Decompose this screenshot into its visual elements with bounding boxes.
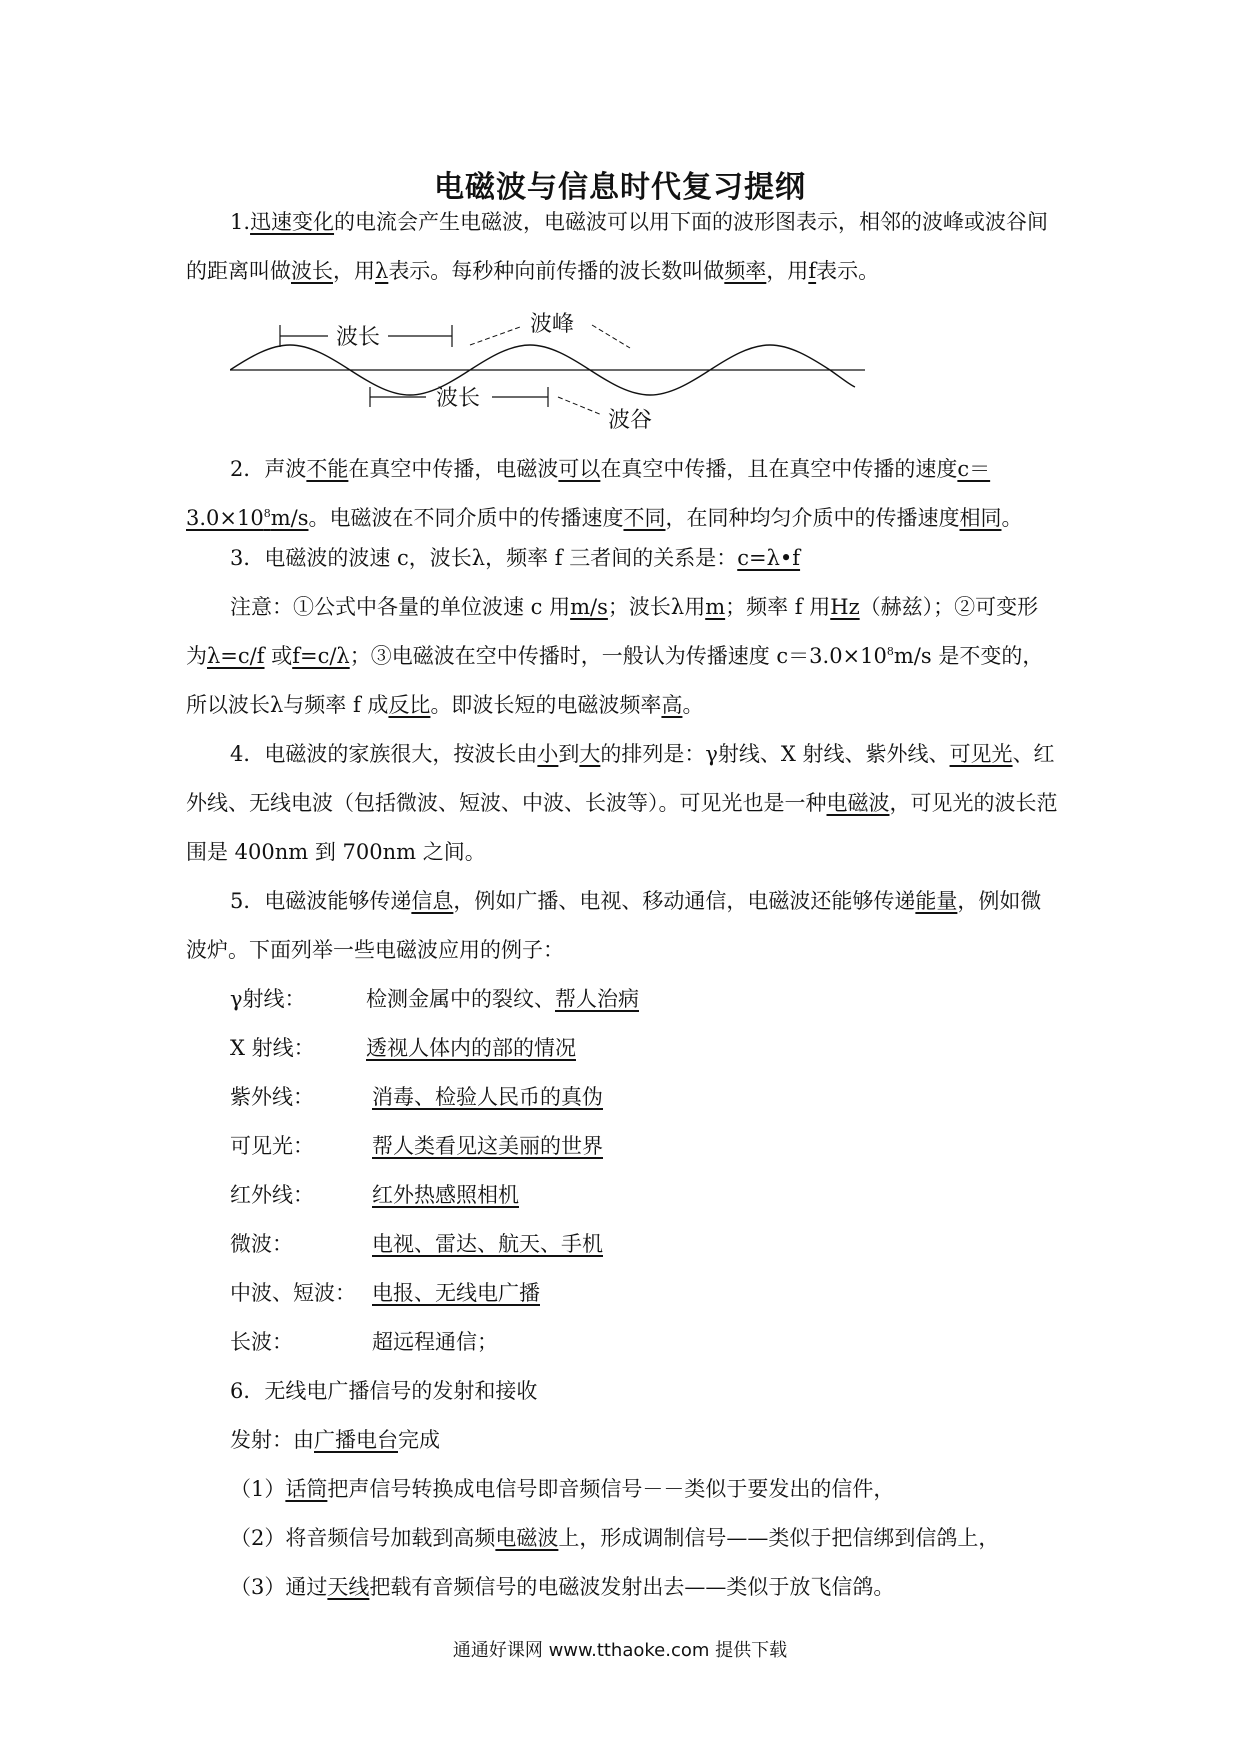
p1-text-5: 表示。 [816, 259, 880, 283]
p1-text-3: 表示。每秒种向前传播的波长数叫做 [388, 259, 725, 283]
wave-diagram [230, 305, 870, 435]
p5-answer-4: 电磁波 [826, 791, 890, 815]
p2-answer-5: 相同 [959, 506, 1002, 530]
step2-text-2: 上，形成调制信号——类似于把信绑到信鸽上， [558, 1526, 1000, 1550]
step1-answer: 话筒 [285, 1477, 328, 1501]
emit-text-1: 发射：由 [230, 1428, 314, 1452]
use-value [372, 1279, 540, 1307]
use-answer: 消毒、检验人民币的真伪 [372, 1085, 603, 1109]
emit-text-2: 完成 [398, 1428, 440, 1452]
p3-text-1: 3．电磁波的波速 c，波长λ，频率 f 三者间的关系是： [230, 546, 738, 570]
label-trough: 波谷 [608, 408, 653, 433]
p4-answer-5: f=c/λ [292, 644, 350, 668]
step1-text: 把声信号转换成电信号即音频信号－－类似于要发出的信件， [327, 1477, 895, 1501]
p4-text-3: ；频率 f 用 [725, 595, 831, 619]
use-value [372, 1328, 498, 1356]
p4-text-4: （赫兹）；②可变形为 [186, 595, 1039, 668]
p4-answer-7: 高 [661, 693, 683, 717]
step3-text-2: 把载有音频信号的电磁波发射出去——类似于放飞信鸽。 [369, 1575, 895, 1599]
use-label: 长波： [230, 1330, 293, 1354]
p4-answer-4: λ=c/f [207, 644, 265, 668]
p1-answer-3: λ [375, 259, 389, 283]
use-label: 中波、短波： [230, 1281, 356, 1305]
use-plain: 超远程通信； [372, 1330, 498, 1354]
p6-answer-2: 能量 [915, 889, 958, 913]
use-answer: 透视人体内的部的情况 [366, 1036, 576, 1060]
p1-text-1: 的电流会产生电磁波，电磁波可以用下面的波形图表示，相邻的波峰或波谷间的距离叫做 [186, 210, 1049, 283]
p5-text-1: 4．电磁波的家族很大，按波长由 [230, 742, 538, 766]
p2-text-5: ，在同种均匀介质中的传播速度 [665, 506, 960, 530]
crest-pointer-right [592, 325, 630, 348]
p5-text-3: 的排列是：γ射线、X 射线、紫外线、 [600, 742, 950, 766]
p4-text-1: 注意：①公式中各量的单位波速 c 用 [230, 595, 571, 619]
use-value [372, 1083, 603, 1111]
page-footer: 通通好课网 www.tthaoke.com 提供下载 [452, 1640, 788, 1661]
p5-answer-1: 小 [537, 742, 559, 766]
use-label: 可见光： [230, 1134, 314, 1158]
use-value [372, 1230, 603, 1258]
paragraph-notes [186, 583, 1058, 730]
paragraph-4 [186, 730, 1058, 877]
paragraph-5 [186, 877, 1058, 975]
p5-text-5: ，可见光的波长范围是 400nm 到 700nm 之间。 [186, 791, 1058, 864]
use-answer: 红外热感照相机 [372, 1183, 519, 1207]
p4-text-5: 或 [264, 644, 293, 668]
p4-text-8: 。即波长短的电磁波频率 [430, 693, 662, 717]
use-label: 红外线： [230, 1183, 314, 1207]
p4-answer-2: m [705, 595, 726, 619]
page-title: 电磁波与信息时代复习提纲 [434, 170, 806, 205]
paragraph-3 [186, 534, 1058, 583]
section-6-heading: 6．无线电广播信号的发射和接收 [230, 1379, 538, 1403]
step2-answer: 电磁波 [495, 1526, 559, 1550]
p1-answer-2: 波长 [291, 259, 333, 283]
p6-answer-1: 信息 [411, 889, 454, 913]
p5-answer-3: 可见光 [949, 742, 1013, 766]
use-label: 紫外线： [230, 1085, 314, 1109]
p1-text-4: ，用 [766, 259, 809, 283]
p4-exponent: 8 [886, 645, 894, 658]
step-1 [230, 1475, 894, 1503]
p2-speed-exponent: 8 [263, 507, 271, 520]
use-label: γ射线： [230, 987, 306, 1011]
emit-answer: 广播电台 [314, 1428, 398, 1452]
p2-speed-value: c＝3.0×10 [186, 457, 991, 530]
p1-answer-4: 频率 [724, 259, 767, 283]
p2-speed-unit: m/s [270, 506, 309, 530]
p1-text-2: ，用 [333, 259, 375, 283]
use-value [366, 985, 639, 1013]
step1-number: （1） [230, 1477, 286, 1501]
use-answer: 电报、无线电广播 [372, 1281, 540, 1305]
emit-line [230, 1426, 440, 1454]
p4-answer-6: 反比 [388, 693, 431, 717]
use-value [372, 1132, 603, 1160]
use-label: 微波： [230, 1232, 293, 1256]
p4-text-7: m/s 是不变的，所以波长λ与频率 f 成 [186, 644, 1044, 717]
p3-answer-1: c=λ•f [737, 546, 801, 570]
p5-text-2: 到 [558, 742, 580, 766]
step3-text-1: （3）通过 [230, 1575, 328, 1599]
use-answer: 电视、雷达、航天、手机 [372, 1232, 603, 1256]
use-answer: 帮人类看见这美丽的世界 [372, 1134, 603, 1158]
p5-answer-2: 大 [579, 742, 601, 766]
p6-text-2: ，例如广播、电视、移动通信，电磁波还能够传递 [453, 889, 916, 913]
p6-text-3: ，例如微波炉。下面列举一些电磁波应用的例子： [186, 889, 1042, 962]
p1-number: 1. [230, 210, 251, 234]
label-crest: 波峰 [530, 312, 575, 337]
step3-answer: 天线 [327, 1575, 370, 1599]
p2-answer-1: 不能 [306, 457, 349, 481]
p4-text-6: ；③电磁波在空中传播时，一般认为传播速度 c＝3.0×10 [349, 644, 887, 668]
p4-text-2: ；波长λ用 [607, 595, 706, 619]
p2-text-1: 2．声波 [230, 457, 307, 481]
p2-text-2: 在真空中传播，电磁波 [348, 457, 559, 481]
p2-answer-2: 可以 [558, 457, 601, 481]
paragraph-2 [186, 445, 1058, 543]
p4-answer-1: m/s [570, 595, 608, 619]
p2-text-4: 。电磁波在不同介质中的传播速度 [308, 506, 624, 530]
p5-text-4: 、红外线、无线电波（包括微波、短波、中波、长波等）。可见光也是一种 [186, 742, 1055, 815]
p2-text-3: 在真空中传播，且在真空中传播的速度 [600, 457, 958, 481]
label-wavelength-top: 波长 [336, 325, 381, 350]
p2-text-6: 。 [1001, 506, 1023, 530]
step-2 [230, 1524, 999, 1552]
use-value [372, 1181, 519, 1209]
step-3 [230, 1573, 894, 1601]
step2-text-1: （2）将音频信号加载到高频 [230, 1526, 496, 1550]
use-label: X 射线： [230, 1036, 315, 1060]
crest-pointer-left [470, 327, 520, 345]
p1-answer-5: f [808, 259, 817, 283]
p4-answer-3: Hz [830, 595, 860, 619]
trough-pointer [558, 397, 602, 415]
p6-text-1: 5．电磁波能够传递 [230, 889, 412, 913]
paragraph-1 [186, 198, 1058, 296]
use-plain: 检测金属中的裂纹、 [366, 987, 555, 1011]
label-wavelength-bottom: 波长 [436, 386, 481, 411]
p2-answer-4: 不同 [623, 506, 666, 530]
use-answer: 帮人治病 [555, 987, 639, 1011]
p1-answer-1: 迅速变化 [250, 210, 335, 234]
use-value [366, 1034, 576, 1062]
p4-text-9: 。 [682, 693, 704, 717]
